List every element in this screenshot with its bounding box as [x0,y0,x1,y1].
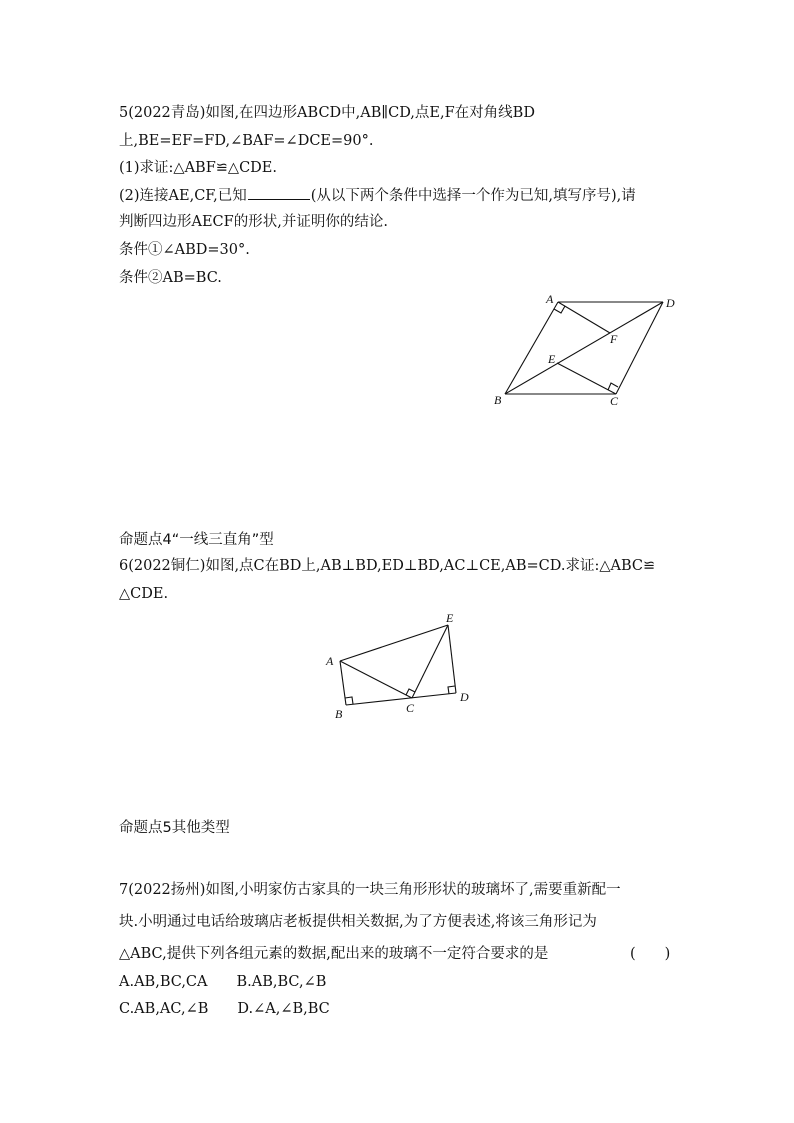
q6-seg-AC [340,661,412,698]
section-4-title: 命题点4“一线三直角”型 [119,532,274,548]
q6-text-line-1: 6(2022铜仁)如图,点C在BD上,AB⊥BD,ED⊥BD,AC⊥CE,AB=CD.求证:△ABC≌ [119,558,656,574]
q5-figure [480,285,700,415]
q5-seg-AF [558,302,610,333]
section-5-title: 命题点5其他类型 [119,820,230,836]
q6-seg-DE [448,625,456,693]
q5-label-D: D [666,296,675,310]
q5-part2-continued: 判断四边形AECF的形状,并证明你的结论. [119,214,388,230]
q6-label-E: E [446,611,454,625]
q7-text-line-2: 块.小明通过电话给玻璃店老板提供相关数据,为了方便表述,将该三角形记为 [119,914,597,930]
q5-answer-blank[interactable] [248,185,310,200]
q6-figure [320,610,480,725]
q6-label-A: A [326,654,334,668]
q5-label-E: E [548,352,556,366]
q6-label-D: D [460,690,469,704]
q6-seg-AE [340,625,448,661]
q7-answer-paren[interactable]: ( ) [630,946,671,962]
q5-text-line-1: 5(2022青岛)如图,在四边形ABCD中,AB∥CD,点E,F在对角线BD [119,105,535,121]
q5-label-C: C [610,394,619,408]
q5-seg-EC [557,363,616,394]
q7-options-row-1: A.AB,BC,CA B.AB,BC,∠B [119,974,327,990]
q6-seg-BD [346,693,456,705]
q5-right-angle-C [608,383,618,390]
q5-part2 [119,185,636,206]
q6-text-line-2: △CDE. [119,586,169,602]
q5-seg-AB [505,302,558,394]
q5-text-line-2: 上,BE=EF=FD,∠BAF=∠DCE=90°. [119,133,374,149]
q6-seg-CE [412,625,448,698]
q7-text-line-1: 7(2022扬州)如图,小明家仿古家具的一块三角形形状的玻璃坏了,需要重新配一 [119,882,621,898]
q5-condition-2: 条件②AB=BC. [119,270,222,286]
q5-condition-1: 条件①∠ABD=30°. [119,242,250,258]
q5-label-B: B [494,393,502,407]
q6-label-B: B [335,707,343,721]
q5-part2-suffix: (从以下两个条件中选择一个作为已知,填写序号),请 [310,188,636,204]
q5-part1: (1)求证:△ABF≌△CDE. [119,160,277,176]
q5-label-F: F [610,332,618,346]
q7-options-row-2: C.AB,AC,∠B D.∠A,∠B,BC [119,1001,330,1017]
q7-text-line-3: △ABC,提供下列各组元素的数据,配出来的玻璃不一定符合要求的是 [119,946,549,962]
q5-label-A: A [546,292,554,306]
q5-part2-prefix: (2)连接AE,CF,已知 [119,188,247,204]
q6-label-C: C [406,701,415,715]
